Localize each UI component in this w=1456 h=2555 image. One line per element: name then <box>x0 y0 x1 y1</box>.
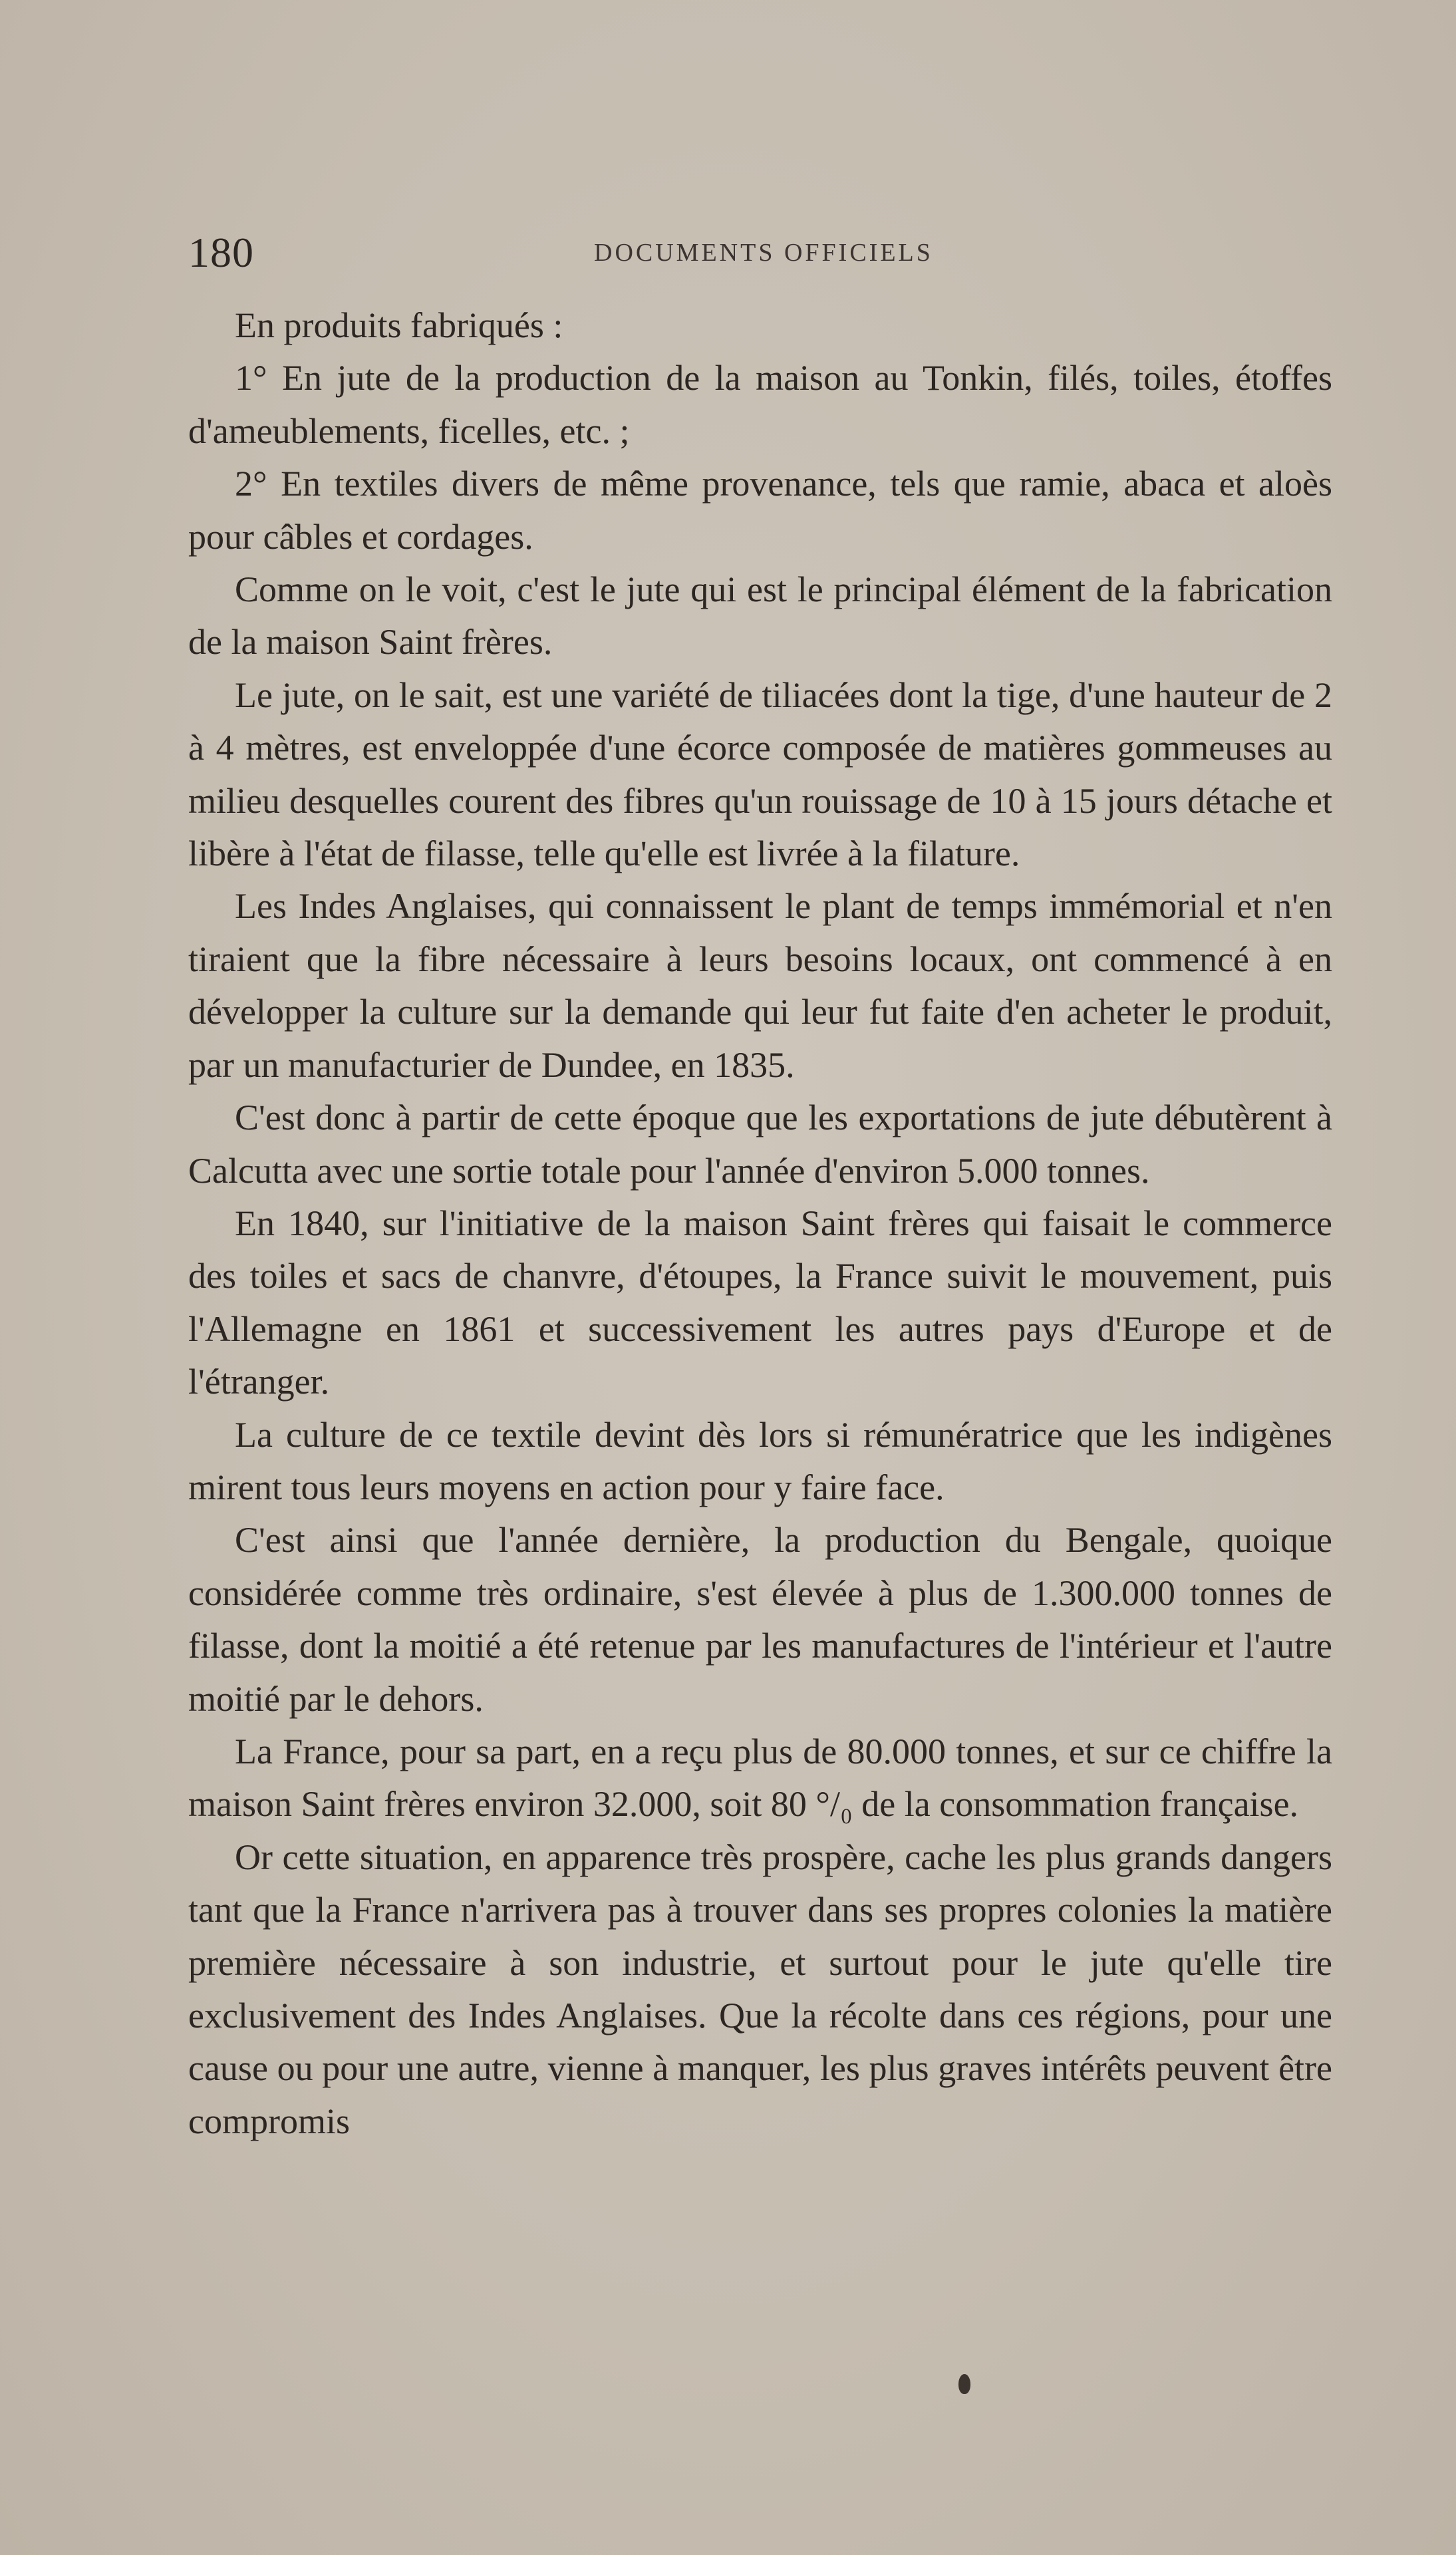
ink-mark-ornament <box>958 2374 970 2394</box>
paragraph: La culture de ce textile devint dès lors si rémunératrice que les indigènes mirent tous leurs moyens en action pour y faire face. <box>188 1414 1332 1507</box>
page-number: 180 <box>188 229 254 276</box>
paragraph: 1° En jute de la production de la maison au Tonkin, filés, toiles, étoffes d'ameublements, ficelles, etc. ; <box>188 358 1332 451</box>
body-text <box>188 299 1332 2148</box>
paragraph: Le jute, on le sait, est une variété de tiliacées dont la tige, d'une hauteur de 2 à 4 mètres, est enveloppée d'une écorce composée de matières gommeuses au milieu desquelles courent des fibres qu'un rouissage de 10 à 15 jours détache et libère à l'état de filasse, telle qu'elle est livrée à la filature. <box>188 675 1332 874</box>
paragraph: La France, pour sa part, en a reçu plus de 80.000 tonnes, et sur ce chiffre la maison Saint frères environ 32.000, soit 80 °/₀ de la consommation française. <box>188 1731 1332 1825</box>
running-title: DOCUMENTS OFFICIELS <box>594 239 933 267</box>
paragraph: C'est ainsi que l'année dernière, la production du Bengale, quoique considérée comme très ordinaire, s'est élevée à plus de 1.300.000 tonnes de filasse, dont la moitié a été retenue par les manufactures de l'intérieur et l'autre moitié par le dehors. <box>188 1520 1332 1719</box>
paragraph: Comme on le voit, c'est le jute qui est le principal élément de la fabrication de la maison Saint frères. <box>188 569 1332 663</box>
page-header <box>188 226 1332 279</box>
paragraph: En 1840, sur l'initiative de la maison Saint frères qui faisait le commerce des toiles et sacs de chanvre, d'étoupes, la France suivit le mouvement, puis l'Allemagne en 1861 et successivement les autres pays d'Europe et de l'étranger. <box>188 1203 1332 1402</box>
paragraph: C'est donc à partir de cette époque que les exportations de jute débutèrent à Calcutta avec une sortie totale pour l'année d'environ 5.000 tonnes. <box>188 1098 1332 1191</box>
paragraph: En produits fabriqués : <box>235 305 563 345</box>
paragraph: 2° En textiles divers de même provenance, tels que ramie, abaca et aloès pour câbles et cordages. <box>188 464 1332 557</box>
paragraph: Or cette situation, en apparence très prospère, cache les plus grands dangers tant que la France n'arrivera pas à trouver dans ses propres colonies la matière première nécessaire à son industrie, et surtout pour le jute qu'elle tire exclusivement des Indes Anglaises. Que la récolte dans ces régions, pour une cause ou pour une autre, vienne à manquer, les plus graves intérêts peuvent être compromis <box>188 1837 1332 2141</box>
paragraph: Les Indes Anglaises, qui connaissent le plant de temps immémorial et n'en tiraient que la fibre nécessaire à leurs besoins locaux, ont commencé à en développer la culture sur la demande qui leur fut faite d'en acheter le produit, par un manufacturier de Dundee, en 1835. <box>188 886 1332 1085</box>
